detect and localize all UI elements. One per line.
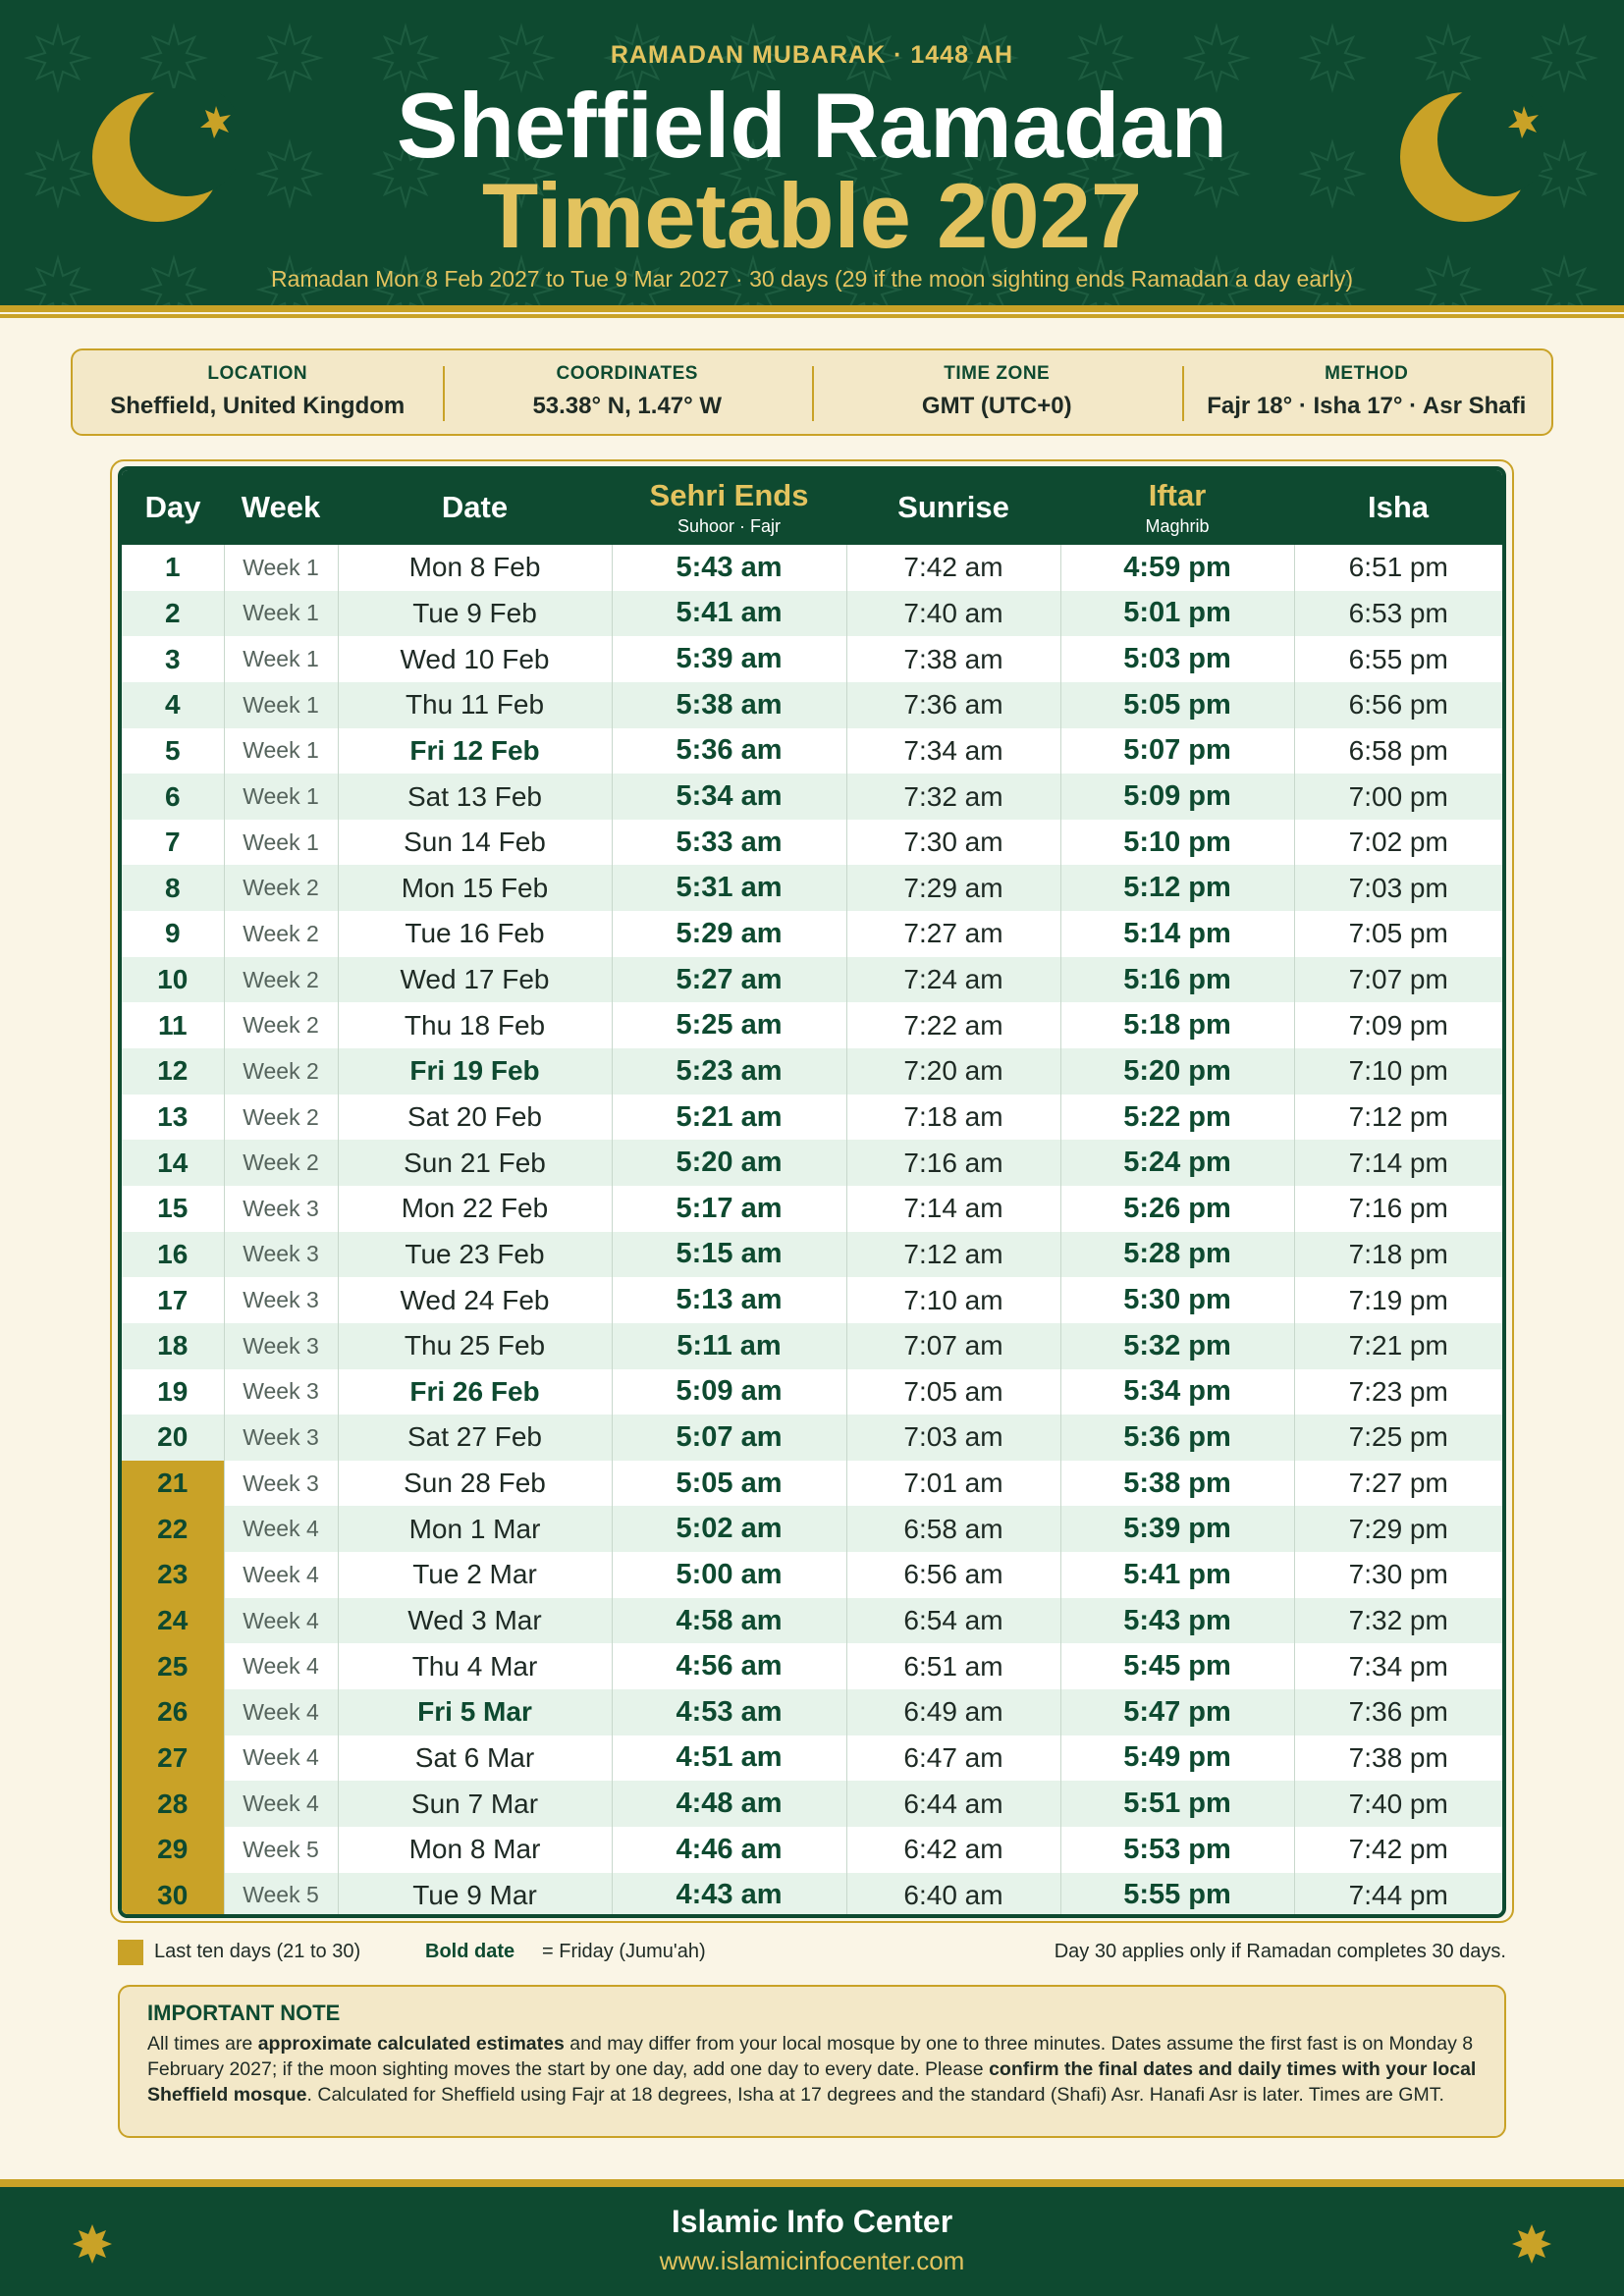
sunrise-cell: 7:05 am	[846, 1369, 1060, 1415]
day-cell: 20	[122, 1415, 224, 1461]
sehri-cell: 5:39 am	[612, 636, 846, 682]
sunrise-cell: 7:32 am	[846, 774, 1060, 820]
day-cell: 18	[122, 1323, 224, 1369]
sunrise-cell: 7:18 am	[846, 1095, 1060, 1141]
iftar-cell: 5:53 pm	[1060, 1827, 1294, 1873]
iftar-cell: 5:07 pm	[1060, 728, 1294, 774]
info-label: COORDINATES	[556, 363, 698, 384]
legend-day30-note: Day 30 applies only if Ramadan completes 30 days.	[1054, 1941, 1506, 1962]
isha-cell: 7:16 pm	[1348, 1193, 1448, 1224]
eyebrow-text: RAMADAN MUBARAK · 1448 AH	[610, 41, 1014, 69]
info-location	[73, 350, 443, 434]
week-cell: Week 2	[224, 1095, 338, 1141]
date-cell: Fri 26 Feb	[338, 1369, 612, 1415]
day-cell: 12	[122, 1048, 224, 1095]
iftar-cell: 5:22 pm	[1060, 1095, 1294, 1141]
day-cell: 21	[122, 1461, 224, 1507]
week-cell: Week 1	[224, 545, 338, 591]
date-cell: Mon 8 Mar	[338, 1827, 612, 1873]
week-cell: Week 5	[224, 1873, 338, 1918]
date-cell: Sun 28 Feb	[338, 1461, 612, 1507]
note-title: IMPORTANT NOTE	[147, 2001, 341, 2025]
week-cell: Week 1	[224, 820, 338, 866]
sunrise-cell: 7:42 am	[846, 545, 1060, 591]
week-cell: Week 4	[224, 1735, 338, 1782]
sunrise-cell: 7:34 am	[846, 728, 1060, 774]
note-emphasis: approximate calculated estimates	[257, 2033, 565, 2055]
week-cell: Week 3	[224, 1461, 338, 1507]
table-header-row	[122, 470, 1502, 545]
footer-url-link[interactable]: www.islamicinfocenter.com	[659, 2246, 965, 2275]
date-cell: Wed 17 Feb	[338, 957, 612, 1003]
iftar-cell: 5:32 pm	[1060, 1323, 1294, 1369]
footer-title: Islamic Info Center	[671, 2204, 953, 2239]
sehri-cell: 5:09 am	[612, 1369, 846, 1415]
sunrise-cell: 7:07 am	[846, 1323, 1060, 1369]
date-cell: Thu 25 Feb	[338, 1323, 612, 1369]
table-row	[122, 728, 1502, 774]
table-row	[122, 1002, 1502, 1048]
sunrise-cell: 7:16 am	[846, 1140, 1060, 1186]
important-note	[118, 1985, 1506, 2138]
sunrise-cell: 6:42 am	[846, 1827, 1060, 1873]
sehri-cell: 5:07 am	[612, 1415, 846, 1461]
iftar-cell: 5:20 pm	[1060, 1048, 1294, 1095]
divider-line	[0, 312, 1624, 314]
date-cell: Thu 4 Mar	[338, 1643, 612, 1689]
iftar-cell: 5:01 pm	[1060, 591, 1294, 637]
table-row	[122, 774, 1502, 820]
sehri-cell: 5:31 am	[612, 865, 846, 911]
sehri-cell: 4:48 am	[612, 1781, 846, 1827]
week-cell: Week 3	[224, 1277, 338, 1323]
table-row	[122, 1689, 1502, 1735]
isha-cell: 7:05 pm	[1348, 918, 1448, 949]
footer-gold-band	[0, 2179, 1624, 2187]
isha-cell: 7:34 pm	[1348, 1650, 1448, 1682]
date-cell: Fri 5 Mar	[338, 1689, 612, 1735]
day-cell: 14	[122, 1140, 224, 1186]
sehri-cell: 5:21 am	[612, 1095, 846, 1141]
day-cell: 24	[122, 1598, 224, 1644]
sehri-cell: 5:25 am	[612, 1002, 846, 1048]
sunrise-cell: 6:58 am	[846, 1506, 1060, 1552]
table-row	[122, 1827, 1502, 1873]
day-cell: 28	[122, 1781, 224, 1827]
week-cell: Week 3	[224, 1232, 338, 1278]
isha-cell: 6:58 pm	[1348, 734, 1448, 766]
sunrise-cell: 6:56 am	[846, 1552, 1060, 1598]
table-row	[122, 865, 1502, 911]
isha-cell: 6:53 pm	[1348, 597, 1448, 628]
isha-cell: 7:00 pm	[1348, 780, 1448, 812]
week-cell: Week 2	[224, 1002, 338, 1048]
table-row	[122, 820, 1502, 866]
sehri-cell: 5:15 am	[612, 1232, 846, 1278]
sehri-cell: 5:34 am	[612, 774, 846, 820]
info-coordinates	[443, 350, 813, 434]
iftar-cell: 5:49 pm	[1060, 1735, 1294, 1782]
sunrise-cell: 6:54 am	[846, 1598, 1060, 1644]
sehri-cell: 5:36 am	[612, 728, 846, 774]
date-range-subtitle: Ramadan Mon 8 Feb 2027 to Tue 9 Mar 2027 · 30 days (29 if the moon sighting ends Ramadan a day early)	[270, 266, 1354, 292]
isha-cell: 7:21 pm	[1348, 1330, 1448, 1362]
sunrise-cell: 7:24 am	[846, 957, 1060, 1003]
info-value: 53.38° N, 1.47° W	[532, 393, 723, 419]
info-label: TIME ZONE	[944, 363, 1051, 384]
isha-cell: 7:18 pm	[1348, 1238, 1448, 1269]
info-label: LOCATION	[207, 363, 308, 384]
week-cell: Week 3	[224, 1415, 338, 1461]
day-cell: 9	[122, 911, 224, 957]
table-row	[122, 911, 1502, 957]
date-cell: Wed 10 Feb	[338, 636, 612, 682]
date-cell: Mon 15 Feb	[338, 865, 612, 911]
isha-cell: 7:27 pm	[1348, 1468, 1448, 1499]
isha-cell: 7:32 pm	[1348, 1605, 1448, 1636]
date-cell: Tue 2 Mar	[338, 1552, 612, 1598]
location-info-box	[71, 348, 1553, 436]
sunrise-cell: 6:51 am	[846, 1643, 1060, 1689]
sehri-cell: 5:33 am	[612, 820, 846, 866]
week-cell: Week 2	[224, 865, 338, 911]
page-title-line1: Sheffield Ramadan	[396, 74, 1228, 177]
iftar-cell: 5:16 pm	[1060, 957, 1294, 1003]
day-cell: 22	[122, 1506, 224, 1552]
iftar-cell: 5:26 pm	[1060, 1186, 1294, 1232]
day-cell: 17	[122, 1277, 224, 1323]
header-sehri-label: Sehri Ends	[649, 478, 809, 512]
table-row	[122, 1598, 1502, 1644]
date-cell: Sat 6 Mar	[338, 1735, 612, 1782]
isha-cell: 7:38 pm	[1348, 1741, 1448, 1773]
iftar-cell: 5:41 pm	[1060, 1552, 1294, 1598]
table-row	[122, 545, 1502, 591]
week-cell: Week 3	[224, 1186, 338, 1232]
iftar-cell: 5:10 pm	[1060, 820, 1294, 866]
header-date: Date	[441, 490, 509, 524]
iftar-cell: 5:43 pm	[1060, 1598, 1294, 1644]
header-isha: Isha	[1367, 490, 1430, 524]
day-cell: 7	[122, 820, 224, 866]
isha-cell: 7:14 pm	[1348, 1147, 1448, 1178]
week-cell: Week 2	[224, 957, 338, 1003]
day-cell: 10	[122, 957, 224, 1003]
table-row	[122, 591, 1502, 637]
date-cell: Fri 19 Feb	[338, 1048, 612, 1095]
info-label: METHOD	[1325, 363, 1409, 384]
sunrise-cell: 7:03 am	[846, 1415, 1060, 1461]
legend-bold-date: Bold date	[425, 1941, 515, 1962]
isha-cell: 7:07 pm	[1348, 964, 1448, 995]
sehri-cell: 4:56 am	[612, 1643, 846, 1689]
iftar-cell: 5:09 pm	[1060, 774, 1294, 820]
isha-cell: 7:09 pm	[1348, 1009, 1448, 1041]
sehri-cell: 5:27 am	[612, 957, 846, 1003]
week-cell: Week 2	[224, 911, 338, 957]
sunrise-cell: 6:49 am	[846, 1689, 1060, 1735]
week-cell: Week 2	[224, 1140, 338, 1186]
table-body	[122, 545, 1502, 1918]
header-sunrise: Sunrise	[897, 490, 1009, 524]
isha-cell: 7:42 pm	[1348, 1834, 1448, 1865]
iftar-cell: 5:45 pm	[1060, 1643, 1294, 1689]
sunrise-cell: 7:29 am	[846, 865, 1060, 911]
sehri-cell: 4:53 am	[612, 1689, 846, 1735]
sehri-cell: 5:38 am	[612, 682, 846, 728]
info-value: Fajr 18° · Isha 17° · Asr Shafi	[1207, 393, 1527, 419]
isha-cell: 7:12 pm	[1348, 1101, 1448, 1132]
sehri-cell: 5:23 am	[612, 1048, 846, 1095]
sunrise-cell: 7:27 am	[846, 911, 1060, 957]
footer	[0, 2187, 1624, 2296]
table-row	[122, 957, 1502, 1003]
info-value: Sheffield, United Kingdom	[110, 393, 406, 419]
sehri-cell: 5:29 am	[612, 911, 846, 957]
day-cell: 26	[122, 1689, 224, 1735]
table-row	[122, 1323, 1502, 1369]
table-row	[122, 1643, 1502, 1689]
note-text: and may differ from your local mosque by one to three minutes. Dates assume the first fast is on Monday 8 February 2027; if the moon sighting moves the start by one day, add one day to every date. Please	[147, 2033, 1474, 2080]
sunrise-cell: 7:14 am	[846, 1186, 1060, 1232]
sehri-cell: 4:58 am	[612, 1598, 846, 1644]
week-cell: Week 2	[224, 1048, 338, 1095]
date-cell: Fri 12 Feb	[338, 728, 612, 774]
header-iftar	[1060, 470, 1294, 545]
sehri-cell: 5:17 am	[612, 1186, 846, 1232]
table-row	[122, 1873, 1502, 1918]
date-cell: Tue 23 Feb	[338, 1232, 612, 1278]
note-body	[147, 2031, 1477, 2108]
iftar-cell: 5:14 pm	[1060, 911, 1294, 957]
day-cell: 16	[122, 1232, 224, 1278]
isha-cell: 7:25 pm	[1348, 1421, 1448, 1453]
isha-cell: 7:19 pm	[1348, 1284, 1448, 1315]
date-cell: Sat 13 Feb	[338, 774, 612, 820]
week-cell: Week 4	[224, 1781, 338, 1827]
day-cell: 2	[122, 591, 224, 637]
sunrise-cell: 6:47 am	[846, 1735, 1060, 1782]
legend-bold-date-meaning: = Friday (Jumu'ah)	[542, 1941, 706, 1962]
day-cell: 5	[122, 728, 224, 774]
day-cell: 19	[122, 1369, 224, 1415]
isha-cell: 7:23 pm	[1348, 1375, 1448, 1407]
iftar-cell: 5:55 pm	[1060, 1873, 1294, 1918]
week-cell: Week 1	[224, 636, 338, 682]
sehri-cell: 5:41 am	[612, 591, 846, 637]
table-row	[122, 636, 1502, 682]
header-iftar-label: Iftar	[1148, 478, 1207, 512]
week-cell: Week 3	[224, 1369, 338, 1415]
date-cell: Mon 22 Feb	[338, 1186, 612, 1232]
day-cell: 6	[122, 774, 224, 820]
day-cell: 8	[122, 865, 224, 911]
iftar-cell: 5:18 pm	[1060, 1002, 1294, 1048]
sehri-cell: 5:05 am	[612, 1461, 846, 1507]
sunrise-cell: 7:30 am	[846, 820, 1060, 866]
table-row	[122, 1277, 1502, 1323]
table-row	[122, 1140, 1502, 1186]
week-cell: Week 4	[224, 1552, 338, 1598]
week-cell: Week 1	[224, 682, 338, 728]
header-sehri	[612, 470, 846, 545]
sehri-cell: 5:02 am	[612, 1506, 846, 1552]
week-cell: Week 4	[224, 1689, 338, 1735]
iftar-cell: 5:39 pm	[1060, 1506, 1294, 1552]
date-cell: Tue 9 Mar	[338, 1873, 612, 1918]
table-row	[122, 1735, 1502, 1782]
iftar-cell: 5:36 pm	[1060, 1415, 1294, 1461]
legend	[118, 1938, 1506, 1965]
iftar-cell: 5:51 pm	[1060, 1781, 1294, 1827]
day-cell: 4	[122, 682, 224, 728]
note-emphasis: confirm the final dates and daily times with your local Sheffield mosque	[147, 2058, 1477, 2106]
iftar-cell: 5:03 pm	[1060, 636, 1294, 682]
sunrise-cell: 6:44 am	[846, 1781, 1060, 1827]
info-time-zone	[812, 350, 1182, 434]
day-cell: 29	[122, 1827, 224, 1873]
week-cell: Week 5	[224, 1827, 338, 1873]
week-cell: Week 1	[224, 728, 338, 774]
info-value: GMT (UTC+0)	[921, 393, 1072, 419]
table-row	[122, 1552, 1502, 1598]
header-banner	[0, 0, 1624, 305]
date-cell: Thu 11 Feb	[338, 682, 612, 728]
page-title-line2: Timetable 2027	[481, 164, 1143, 267]
timetable	[118, 466, 1506, 1918]
sehri-cell: 5:11 am	[612, 1323, 846, 1369]
sehri-cell: 5:13 am	[612, 1277, 846, 1323]
header-day: Day	[144, 490, 201, 524]
day-cell: 27	[122, 1735, 224, 1782]
week-cell: Week 1	[224, 774, 338, 820]
sunrise-cell: 7:40 am	[846, 591, 1060, 637]
week-cell: Week 3	[224, 1323, 338, 1369]
sunrise-cell: 7:10 am	[846, 1277, 1060, 1323]
sunrise-cell: 7:36 am	[846, 682, 1060, 728]
table-row	[122, 1461, 1502, 1507]
date-cell: Wed 3 Mar	[338, 1598, 612, 1644]
iftar-cell: 5:05 pm	[1060, 682, 1294, 728]
isha-cell: 6:56 pm	[1348, 689, 1448, 721]
week-cell: Week 4	[224, 1643, 338, 1689]
date-cell: Sun 7 Mar	[338, 1781, 612, 1827]
legend-last-ten: Last ten days (21 to 30)	[154, 1941, 361, 1962]
date-cell: Tue 9 Feb	[338, 591, 612, 637]
day-cell: 25	[122, 1643, 224, 1689]
sehri-cell: 5:43 am	[612, 545, 846, 591]
isha-cell: 7:36 pm	[1348, 1696, 1448, 1728]
iftar-cell: 5:30 pm	[1060, 1277, 1294, 1323]
iftar-cell: 5:38 pm	[1060, 1461, 1294, 1507]
sunrise-cell: 7:01 am	[846, 1461, 1060, 1507]
sunrise-cell: 7:12 am	[846, 1232, 1060, 1278]
sehri-cell: 4:46 am	[612, 1827, 846, 1873]
day-cell: 1	[122, 545, 224, 591]
week-cell: Week 4	[224, 1506, 338, 1552]
note-text: . Calculated for Sheffield using Fajr at 18 degrees, Isha at 17 degrees and the standard (Shafi) Asr. Hanafi Asr is later. Times are GMT.	[306, 2084, 1444, 2106]
sehri-cell: 4:43 am	[612, 1873, 846, 1918]
header-week: Week	[241, 490, 321, 524]
day-cell: 13	[122, 1095, 224, 1141]
table-row	[122, 1048, 1502, 1095]
iftar-cell: 5:47 pm	[1060, 1689, 1294, 1735]
isha-cell: 7:40 pm	[1348, 1788, 1448, 1819]
sunrise-cell: 7:38 am	[846, 636, 1060, 682]
iftar-cell: 5:24 pm	[1060, 1140, 1294, 1186]
date-cell: Sun 14 Feb	[338, 820, 612, 866]
info-method	[1182, 350, 1552, 434]
header-sehri-sub: Suhoor · Fajr	[677, 516, 782, 536]
sunrise-cell: 7:22 am	[846, 1002, 1060, 1048]
date-cell: Wed 24 Feb	[338, 1277, 612, 1323]
date-cell: Tue 16 Feb	[338, 911, 612, 957]
iftar-cell: 5:28 pm	[1060, 1232, 1294, 1278]
isha-cell: 7:44 pm	[1348, 1879, 1448, 1910]
sehri-cell: 5:20 am	[612, 1140, 846, 1186]
table-row	[122, 1095, 1502, 1141]
day-cell: 3	[122, 636, 224, 682]
isha-cell: 7:02 pm	[1348, 827, 1448, 858]
isha-cell: 7:10 pm	[1348, 1055, 1448, 1087]
table-row	[122, 1506, 1502, 1552]
date-cell: Mon 8 Feb	[338, 545, 612, 591]
isha-cell: 7:03 pm	[1348, 872, 1448, 903]
table-row	[122, 1186, 1502, 1232]
iftar-cell: 4:59 pm	[1060, 545, 1294, 591]
header-iftar-sub: Maghrib	[1145, 516, 1210, 536]
table-row	[122, 1415, 1502, 1461]
day-cell: 30	[122, 1873, 224, 1918]
note-text: All times are	[147, 2033, 258, 2055]
sehri-cell: 4:51 am	[612, 1735, 846, 1782]
date-cell: Sat 27 Feb	[338, 1415, 612, 1461]
table-row	[122, 682, 1502, 728]
day-cell: 11	[122, 1002, 224, 1048]
date-cell: Sat 20 Feb	[338, 1095, 612, 1141]
isha-cell: 6:51 pm	[1348, 552, 1448, 583]
table-row	[122, 1369, 1502, 1415]
date-cell: Thu 18 Feb	[338, 1002, 612, 1048]
date-cell: Mon 1 Mar	[338, 1506, 612, 1552]
iftar-cell: 5:12 pm	[1060, 865, 1294, 911]
sehri-cell: 5:00 am	[612, 1552, 846, 1598]
day-cell: 23	[122, 1552, 224, 1598]
isha-cell: 7:30 pm	[1348, 1559, 1448, 1590]
week-cell: Week 1	[224, 591, 338, 637]
sunrise-cell: 6:40 am	[846, 1873, 1060, 1918]
last-ten-swatch	[118, 1940, 143, 1965]
table-row	[122, 1232, 1502, 1278]
week-cell: Week 4	[224, 1598, 338, 1644]
date-cell: Sun 21 Feb	[338, 1140, 612, 1186]
day-cell: 15	[122, 1186, 224, 1232]
table-row	[122, 1781, 1502, 1827]
sunrise-cell: 7:20 am	[846, 1048, 1060, 1095]
isha-cell: 7:29 pm	[1348, 1513, 1448, 1544]
iftar-cell: 5:34 pm	[1060, 1369, 1294, 1415]
isha-cell: 6:55 pm	[1348, 643, 1448, 674]
